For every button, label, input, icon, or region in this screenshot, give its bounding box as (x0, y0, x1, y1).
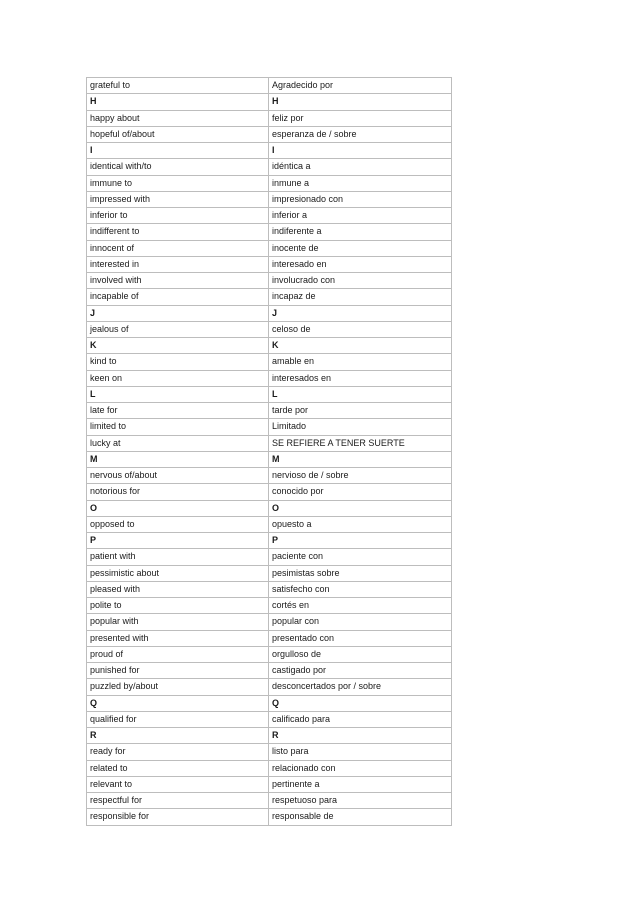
table-row (87, 110, 452, 126)
spanish-translation-cell: nervioso de / sobre (269, 468, 452, 484)
table-row (87, 598, 452, 614)
table-row (87, 208, 452, 224)
spanish-translation-cell: SE REFIERE A TENER SUERTE (269, 435, 452, 451)
letter-heading-row (87, 338, 452, 354)
table-row (87, 240, 452, 256)
english-phrase-cell: opposed to (87, 516, 269, 532)
spanish-translation-cell: amable en (269, 354, 452, 370)
table-row (87, 321, 452, 337)
letter-heading-row (87, 386, 452, 402)
english-phrase-cell: late for (87, 403, 269, 419)
english-phrase-cell: involved with (87, 273, 269, 289)
spanish-translation-cell: H (269, 94, 452, 110)
letter-heading-row (87, 500, 452, 516)
english-phrase-cell: pessimistic about (87, 565, 269, 581)
spanish-translation-cell: opuesto a (269, 516, 452, 532)
spanish-translation-cell: L (269, 386, 452, 402)
spanish-translation-cell: orgulloso de (269, 646, 452, 662)
table-row (87, 289, 452, 305)
spanish-translation-cell: impresionado con (269, 191, 452, 207)
english-phrase-cell: respectful for (87, 793, 269, 809)
spanish-translation-cell: interesados en (269, 370, 452, 386)
spanish-translation-cell: O (269, 500, 452, 516)
spanish-translation-cell: respetuoso para (269, 793, 452, 809)
english-phrase-cell: ready for (87, 744, 269, 760)
letter-heading-row (87, 451, 452, 467)
letter-heading-row (87, 533, 452, 549)
table-row (87, 711, 452, 727)
english-phrase-cell: grateful to (87, 78, 269, 94)
table-row (87, 435, 452, 451)
spanish-translation-cell: R (269, 728, 452, 744)
spanish-translation-cell: relacionado con (269, 760, 452, 776)
spanish-translation-cell: P (269, 533, 452, 549)
english-phrase-cell: popular with (87, 614, 269, 630)
table-row (87, 614, 452, 630)
english-phrase-cell: polite to (87, 598, 269, 614)
letter-heading-row (87, 143, 452, 159)
spanish-translation-cell: popular con (269, 614, 452, 630)
english-phrase-cell: M (87, 451, 269, 467)
table-row (87, 663, 452, 679)
english-phrase-cell: punished for (87, 663, 269, 679)
english-phrase-cell: interested in (87, 256, 269, 272)
table-row (87, 468, 452, 484)
table-row (87, 516, 452, 532)
spanish-translation-cell: K (269, 338, 452, 354)
english-phrase-cell: immune to (87, 175, 269, 191)
spanish-translation-cell: incapaz de (269, 289, 452, 305)
spanish-translation-cell: castigado por (269, 663, 452, 679)
table-row (87, 354, 452, 370)
table-row (87, 565, 452, 581)
table-row (87, 744, 452, 760)
spanish-translation-cell: I (269, 143, 452, 159)
english-phrase-cell: responsible for (87, 809, 269, 825)
english-phrase-cell: happy about (87, 110, 269, 126)
table-row (87, 159, 452, 175)
letter-heading-row (87, 728, 452, 744)
spanish-translation-cell: calificado para (269, 711, 452, 727)
spanish-translation-cell: celoso de (269, 321, 452, 337)
english-phrase-cell: pleased with (87, 581, 269, 597)
english-phrase-cell: identical with/to (87, 159, 269, 175)
spanish-translation-cell: pesimistas sobre (269, 565, 452, 581)
spanish-translation-cell: desconcertados por / sobre (269, 679, 452, 695)
spanish-translation-cell: esperanza de / sobre (269, 126, 452, 142)
english-phrase-cell: impressed with (87, 191, 269, 207)
spanish-translation-cell: indiferente a (269, 224, 452, 240)
english-phrase-cell: hopeful of/about (87, 126, 269, 142)
english-phrase-cell: lucky at (87, 435, 269, 451)
spanish-translation-cell: interesado en (269, 256, 452, 272)
table-row (87, 370, 452, 386)
english-phrase-cell: Q (87, 695, 269, 711)
table-row (87, 793, 452, 809)
english-phrase-cell: qualified for (87, 711, 269, 727)
table-row (87, 809, 452, 825)
spanish-translation-cell: presentado con (269, 630, 452, 646)
spanish-translation-cell: listo para (269, 744, 452, 760)
english-phrase-cell: relevant to (87, 776, 269, 792)
english-phrase-cell: puzzled by/about (87, 679, 269, 695)
vocabulary-table-body (87, 78, 452, 826)
english-phrase-cell: kind to (87, 354, 269, 370)
english-phrase-cell: K (87, 338, 269, 354)
english-phrase-cell: I (87, 143, 269, 159)
table-row (87, 419, 452, 435)
spanish-translation-cell: responsable de (269, 809, 452, 825)
spanish-translation-cell: paciente con (269, 549, 452, 565)
table-row (87, 581, 452, 597)
spanish-translation-cell: M (269, 451, 452, 467)
english-phrase-cell: innocent of (87, 240, 269, 256)
letter-heading-row (87, 695, 452, 711)
letter-heading-row (87, 305, 452, 321)
spanish-translation-cell: inferior a (269, 208, 452, 224)
table-row (87, 630, 452, 646)
spanish-translation-cell: tarde por (269, 403, 452, 419)
english-phrase-cell: presented with (87, 630, 269, 646)
english-phrase-cell: notorious for (87, 484, 269, 500)
spanish-translation-cell: Agradecido por (269, 78, 452, 94)
english-phrase-cell: keen on (87, 370, 269, 386)
english-phrase-cell: patient with (87, 549, 269, 565)
table-row (87, 224, 452, 240)
table-row (87, 679, 452, 695)
spanish-translation-cell: idéntica a (269, 159, 452, 175)
vocabulary-table (86, 77, 452, 826)
spanish-translation-cell: inmune a (269, 175, 452, 191)
table-row (87, 484, 452, 500)
english-phrase-cell: jealous of (87, 321, 269, 337)
english-phrase-cell: R (87, 728, 269, 744)
spanish-translation-cell: inocente de (269, 240, 452, 256)
english-phrase-cell: limited to (87, 419, 269, 435)
table-row (87, 403, 452, 419)
english-phrase-cell: proud of (87, 646, 269, 662)
english-phrase-cell: P (87, 533, 269, 549)
spanish-translation-cell: pertinente a (269, 776, 452, 792)
english-phrase-cell: O (87, 500, 269, 516)
english-phrase-cell: nervous of/about (87, 468, 269, 484)
table-row (87, 549, 452, 565)
spanish-translation-cell: J (269, 305, 452, 321)
table-row (87, 126, 452, 142)
table-row (87, 273, 452, 289)
table-row (87, 175, 452, 191)
spanish-translation-cell: Limitado (269, 419, 452, 435)
english-phrase-cell: incapable of (87, 289, 269, 305)
english-phrase-cell: L (87, 386, 269, 402)
letter-heading-row (87, 94, 452, 110)
spanish-translation-cell: Q (269, 695, 452, 711)
table-row (87, 646, 452, 662)
english-phrase-cell: H (87, 94, 269, 110)
table-row (87, 760, 452, 776)
english-phrase-cell: indifferent to (87, 224, 269, 240)
english-phrase-cell: related to (87, 760, 269, 776)
table-row (87, 256, 452, 272)
table-row (87, 78, 452, 94)
spanish-translation-cell: conocido por (269, 484, 452, 500)
spanish-translation-cell: cortés en (269, 598, 452, 614)
english-phrase-cell: J (87, 305, 269, 321)
table-row (87, 191, 452, 207)
table-row (87, 776, 452, 792)
spanish-translation-cell: involucrado con (269, 273, 452, 289)
english-phrase-cell: inferior to (87, 208, 269, 224)
spanish-translation-cell: feliz por (269, 110, 452, 126)
spanish-translation-cell: satisfecho con (269, 581, 452, 597)
